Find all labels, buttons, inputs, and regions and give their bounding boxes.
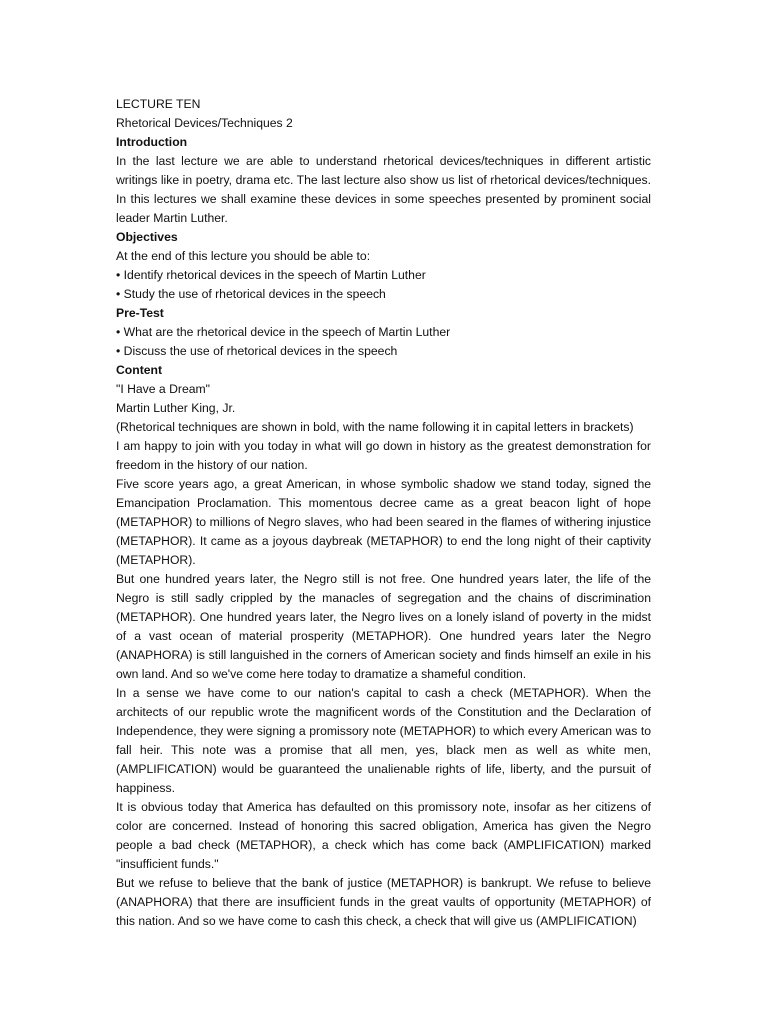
objectives-intro: At the end of this lecture you should be able to: bbox=[116, 249, 371, 263]
content-heading: Content bbox=[116, 363, 163, 377]
speech-note: (Rhetorical techniques are shown in bold, with the name following it in capital letters in brackets) bbox=[116, 420, 634, 434]
lecture-header: LECTURE TEN bbox=[116, 97, 201, 111]
introduction-heading: Introduction bbox=[116, 135, 188, 149]
speech-paragraph: But one hundred years later, the Negro still is not free. One hundred years later, the life of the Negro is still sadly crippled by the manacles of segregation and the chains of discrimination (METAPHOR). One hundred years later, the Negro lives on a lonely island of poverty in the midst of a vast ocean of material prosperity (METAPHOR). One hundred years later the Negro (ANAPHORA) is still languished in the corners of American society and finds himself an exile in his own land. And so we've come here today to dramatize a shameful condition. bbox=[116, 572, 651, 681]
speech-author: Martin Luther King, Jr. bbox=[116, 401, 236, 415]
speech-paragraph: But we refuse to believe that the bank of justice (METAPHOR) is bankrupt. We refuse to believe (ANAPHORA) that there are insufficient funds in the great vaults of opportunity (METAPHOR) of this nation. And so we have come to cash this check, a check that will give us (AMPLIFICATION) bbox=[116, 876, 651, 928]
objective-item: • Identify rhetorical devices in the speech of Martin Luther bbox=[116, 268, 426, 282]
lecture-subtitle: Rhetorical Devices/Techniques 2 bbox=[116, 116, 293, 130]
document-page bbox=[116, 95, 651, 931]
pretest-item: • What are the rhetorical device in the speech of Martin Luther bbox=[116, 325, 451, 339]
introduction-text: In the last lecture we are able to understand rhetorical devices/techniques in different artistic writings like in poetry, drama etc. The last lecture also show us list of rhetorical devices/techniques. In this lectures we shall examine these devices in some speeches presented by prominent social leader Martin Luther. bbox=[116, 154, 651, 225]
speech-paragraph: I am happy to join with you today in what will go down in history as the greatest demonstration for freedom in the history of our nation. bbox=[116, 439, 651, 472]
pretest-heading: Pre-Test bbox=[116, 306, 164, 320]
pretest-item: • Discuss the use of rhetorical devices in the speech bbox=[116, 344, 398, 358]
speech-paragraph: In a sense we have come to our nation's capital to cash a check (METAPHOR). When the architects of our republic wrote the magnificent words of the Constitution and the Declaration of Independence, they were signing a promissory note (METAPHOR) to which every American was to fall heir. This note was a promise that all men, yes, black men as well as white men, (AMPLIFICATION) would be guaranteed the unalienable rights of life, liberty, and the pursuit of happiness. bbox=[116, 686, 651, 795]
speech-paragraph: It is obvious today that America has defaulted on this promissory note, insofar as her citizens of color are concerned. Instead of honoring this sacred obligation, America has given the Negro people a bad check (METAPHOR), a check which has come back (AMPLIFICATION) marked "insufficient funds." bbox=[116, 800, 651, 871]
speech-paragraph: Five score years ago, a great American, in whose symbolic shadow we stand today, signed the Emancipation Proclamation. This momentous decree came as a great beacon light of hope (METAPHOR) to millions of Negro slaves, who had been seared in the flames of withering injustice (METAPHOR). It came as a joyous daybreak (METAPHOR) to end the long night of their captivity (METAPHOR). bbox=[116, 477, 651, 567]
speech-title: "I Have a Dream" bbox=[116, 382, 210, 396]
objective-item: • Study the use of rhetorical devices in the speech bbox=[116, 287, 386, 301]
objectives-heading: Objectives bbox=[116, 230, 178, 244]
